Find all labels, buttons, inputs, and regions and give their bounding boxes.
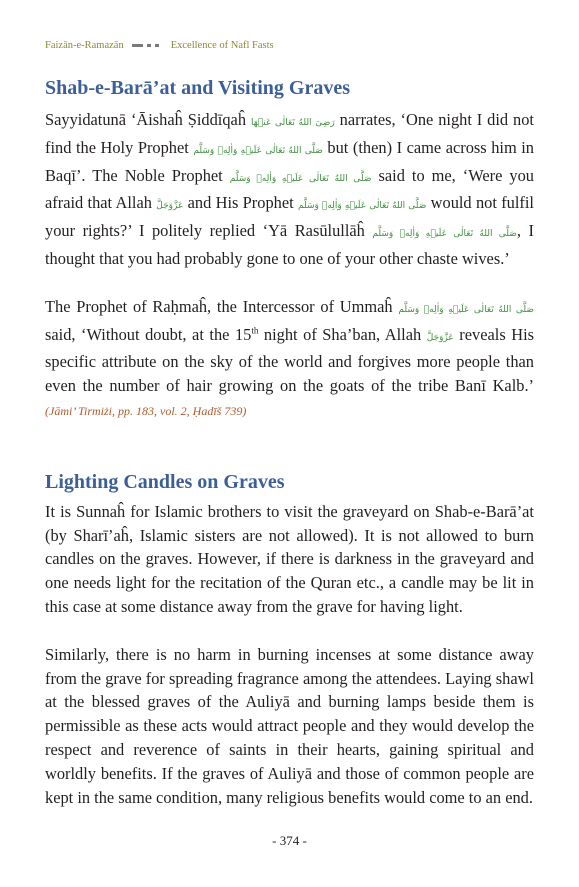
honorific-salawat: صَلَّى اللهُ تَعَالٰى عَلَيۡهِ وَاٰلِهٖ وَسَلَّم — [193, 145, 323, 156]
page-content — [45, 74, 534, 809]
honorific-salawat: صَلَّى اللهُ تَعَالٰى عَلَيۡهِ وَاٰلِهٖ وَسَلَّم — [372, 229, 517, 240]
book-title: Faizān-e-Ramazān — [45, 40, 124, 51]
honorific-salawat: صَلَّى اللهُ تَعَالٰى عَلَيۡهِ وَاٰلِهٖ وَسَلَّم — [398, 304, 534, 315]
page-number: - 374 - — [272, 833, 307, 848]
section-heading-lighting-candles: Lighting Candles on Graves — [45, 470, 285, 493]
honorific-salawat: صَلَّى اللهُ تَعَالٰى عَلَيۡهِ وَاٰلِهٖ وَسَلَّم — [229, 173, 372, 184]
section-heading-shab-e-baraat: Shab-e-Barā’at and Visiting Graves — [45, 77, 351, 99]
honorific-azzawajal: عَزَّوَجَلَّ — [156, 201, 184, 212]
paragraph-incense: Similarly, there is no harm in burning incenses at some distance away from the grave for spreading fragrance among the attendees. Laying shawl at the blessed graves of the Auliyā and burning lamps beside them is permissible as these acts would attract people and they would develop the respect and reverence of saints in their hearts, gaining spiritual and worldly benefits. If the graves of Auliyā and those of common people are kept in the same condition, many religious benefits would come to an end. — [45, 644, 534, 807]
chapter-title: Excellence of Nafl Fasts — [170, 40, 274, 51]
header-separator — [132, 44, 163, 47]
paragraph-hadith: The Prophet of Raḥmaĥ, the Intercessor of Ummaĥ صَلَّى اللهُ تَعَالٰى عَلَيۡهِ وَاٰلِهٖ وَسَلَّم said, ‘Without doubt, at the 15th night of Sha’ban, Allah عَزَّوَجَلَّ reveals His specific attribute on the sky of the world and forgives more people than even the number of hair growing on the goats of the tribe Banī Kalb.’ (Jāmi’ Tirmiżi, pp. 183, vol. 2, Ḥadīš 739) — [45, 296, 535, 418]
honorific-ra: رَضِىَ اللهُ تَعَالٰى عَنۡهَا — [250, 118, 335, 128]
honorific-salawat: صَلَّى اللهُ تَعَالٰى عَلَيۡهِ وَاٰلِهٖ وَسَلَّم — [298, 201, 427, 212]
running-header — [45, 40, 274, 51]
paragraph-aishah-narration: Sayyidatunā ‘Āishaĥ Ṣiddīqaĥ رَضِىَ اللهُ تَعَالٰى عَنۡهَا narrates, ‘One night I did not find the Holy Prophet صَلَّى اللهُ تَعَالٰى عَلَيۡهِ وَاٰلِهٖ وَسَلَّم but (then) I came across him in Baqī’. The Noble Prophet صَلَّى اللهُ تَعَالٰى عَلَيۡهِ وَاٰلِهٖ وَسَلَّم said to me, ‘Were you afraid that Allah عَزَّوَجَلَّ and His Prophet صَلَّى اللهُ تَعَالٰى عَلَيۡهِ وَاٰلِهٖ وَسَلَّم would not fulfil your rights?’ I politely replied ‘Yā Rasūlullāĥ صَلَّى اللهُ تَعَالٰى عَلَيۡهِ وَاٰلِهٖ وَسَلَّم, I thought that you had probably gone to one of your other chaste wives.’ — [45, 110, 534, 268]
paragraph-sunnah-visiting: It is Sunnaĥ for Islamic brothers to visit the graveyard on Shab-e-Barā’at (by Sharī’aĥ, Islamic sisters are not allowed). It is not allowed to burn candles on the graves. However, if there is darkness in the graveyard and one needs light for the recitation of the Quran etc., a candle may be lit in this case at some distance away from the grave for having light. — [45, 501, 534, 616]
honorific-azzawajal: عَزَّوَجَلَّ — [426, 332, 454, 343]
hadith-reference: (Jāmi’ Tirmiżi, pp. 183, vol. 2, Ḥadīš 739) — [45, 403, 247, 418]
